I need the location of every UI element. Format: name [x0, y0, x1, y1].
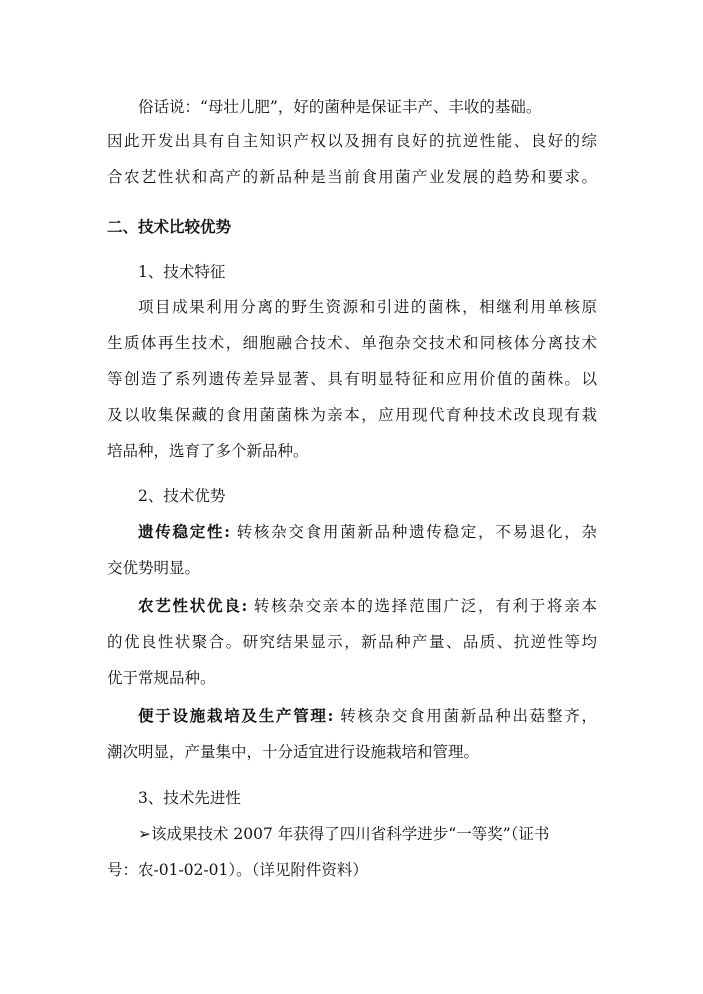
paragraph-line: 及以收集保藏的食用菌菌株为亲本，应用现代育种技术改良现有栽 [107, 406, 597, 424]
intro-line-1: 俗话说：“母壮儿肥”，好的菌种是保证丰产、丰收的基础。 [138, 98, 542, 116]
arrow-bullet-icon: ➢ [138, 825, 151, 843]
bullet-text: 该成果技术 2007 年获得了四川省科学进步“一等奖”（证书 [151, 825, 550, 843]
paragraph-line: 的优良性状聚合。研究结果显示，新品种产量、品质、抗逆性等均 [107, 633, 597, 651]
section-heading: 二、技术比较优势 [107, 217, 232, 236]
paragraph-line: 培品种，选育了多个新品种。 [107, 442, 309, 460]
advantage-text: 转核杂交亲本的选择范围广泛，有利于将亲本 [247, 597, 597, 615]
advantage-item-3 [138, 705, 597, 727]
paragraph-line: 号：农-01-02-01）。（详见附件资料） [107, 861, 368, 879]
paragraph-line: 潮次明显，产量集中，十分适宜进行设施栽培和管理。 [107, 743, 480, 761]
advantage-label: 便于设施栽培及生产管理: [138, 706, 334, 725]
paragraph-line: 优于常规品种。 [107, 669, 216, 687]
subsection-heading-3: 3、技术先进性 [138, 789, 241, 807]
advantage-text: 转核杂交食用菌新品种出菇整齐， [333, 707, 597, 725]
bullet-item [138, 823, 628, 845]
advantage-text: 转核杂交食用菌新品种遗传稳定，不易退化，杂 [229, 523, 597, 541]
advantage-label: 遗传稳定性: [138, 522, 230, 541]
subsection-heading-2: 2、技术优势 [138, 487, 226, 505]
advantage-item-1 [138, 521, 597, 543]
paragraph-line: 生质体再生技术，细胞融合技术、单孢杂交技术和同核体分离技术 [107, 334, 597, 352]
advantage-label: 农艺性状优良: [138, 596, 248, 615]
paragraph-line: 等创造了系列遗传差异显著、具有明显特征和应用价值的菌株。以 [107, 370, 597, 388]
intro-line-3: 合农艺性状和高产的新品种是当前食用菌产业发展的趋势和要求。 [107, 168, 597, 186]
advantage-item-2 [138, 595, 597, 617]
paragraph-line: 项目成果利用分离的野生资源和引进的菌株，相继利用单核原 [138, 298, 597, 316]
subsection-heading-1: 1、技术特征 [138, 263, 226, 281]
intro-line-2: 因此开发出具有自主知识产权以及拥有良好的抗逆性能、良好的综 [107, 132, 597, 150]
paragraph-line: 交优势明显。 [107, 559, 201, 577]
